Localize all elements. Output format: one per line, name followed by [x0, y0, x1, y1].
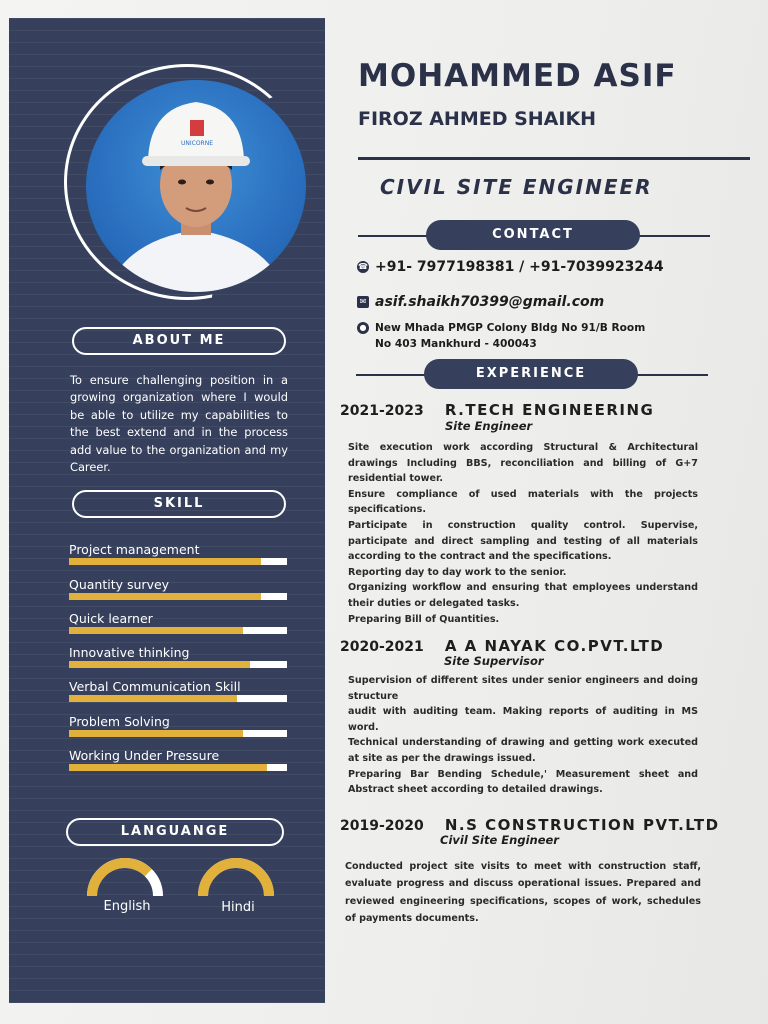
skill-bar-fill: [69, 661, 250, 668]
skill-bar-fill: [69, 558, 261, 565]
skill-bar-fill: [69, 627, 243, 634]
skill-item: [69, 678, 287, 702]
skill-bar-fill: [69, 695, 237, 702]
experience-company: N.S CONSTRUCTION PVT.LTD: [444, 816, 720, 834]
skill-bar: [69, 661, 287, 668]
experience-description-3: [345, 858, 701, 928]
skill-bar: [69, 764, 287, 771]
skill-item: [69, 644, 287, 668]
experience-years: 2020-2021: [340, 639, 424, 655]
skill-label: Quantity survey: [69, 577, 170, 592]
experience-line: Supervision of different sites under senior engineers and doing structure: [348, 675, 698, 702]
about-me-heading: ABOUT ME: [72, 327, 286, 355]
experience-heading: EXPERIENCE: [424, 359, 638, 389]
skill-label: Working Under Pressure: [69, 748, 220, 763]
skill-bar: [69, 627, 287, 634]
experience-description-1: [348, 440, 698, 627]
location-pin-icon: ●: [357, 322, 369, 334]
experience-years: 2021-2023: [340, 403, 424, 419]
experience-role: Site Supervisor: [444, 654, 544, 668]
experience-line: Reporting day to day work to the senior.: [348, 566, 567, 578]
contact-email: [357, 294, 604, 310]
skill-label: Problem Solving: [69, 714, 170, 729]
name-first-line: MOHAMMED ASIF: [358, 58, 677, 94]
contact-phone: [357, 259, 664, 275]
skill-heading: SKILL: [72, 490, 286, 518]
skill-bar-fill: [69, 593, 261, 600]
experience-company: R.TECH ENGINEERING: [444, 401, 655, 419]
language-english-label: English: [103, 899, 151, 914]
skill-label: Verbal Communication Skill: [69, 679, 241, 694]
skill-item: [69, 541, 287, 565]
experience-role: Site Engineer: [445, 419, 533, 433]
skill-bar: [69, 695, 287, 702]
language-hindi-label: Hindi: [221, 900, 255, 915]
experience-line: Organizing workflow and ensuring that employees understand their duties or delegated tasks.: [348, 582, 698, 609]
language-gauge-hindi: [197, 857, 275, 897]
email-text: asif.shaikh70399@gmail.com: [375, 294, 605, 310]
divider: [358, 157, 750, 160]
skill-item: [69, 576, 287, 600]
experience-entry-3-header: [340, 815, 720, 834]
helmet-logo: UNICORNE: [180, 140, 214, 147]
contact-address: [357, 320, 645, 352]
experience-line: Preparing Bar Bending Schedule,' Measurement sheet and Abstract sheet according to detailed drawings.: [348, 768, 698, 796]
skill-bar: [69, 558, 287, 565]
experience-description-2: [348, 673, 698, 798]
email-icon: ✉: [357, 296, 369, 308]
experience-years: 2019-2020: [340, 818, 424, 834]
phone-text: +91- 7977198381 / +91-7039923244: [375, 259, 664, 275]
skill-label: Innovative thinking: [69, 645, 190, 660]
person-illustration: [86, 80, 306, 292]
contact-heading: CONTACT: [426, 220, 640, 250]
experience-line: Conducted project site visits to meet with construction staff, evaluate progress and discuss operational issues. Prepared and reviewed engineering specifications, scopes of work, schedules of payments documents.: [345, 861, 701, 925]
skill-bar: [69, 593, 287, 600]
phone-icon: ☎: [358, 262, 368, 271]
address-line1: New Mhada PMGP Colony Bldg No 91/B Room: [375, 322, 646, 334]
experience-line: Participate in construction quality control. Supervise, participate and direct sampling and testing of all materials according to the contract and the specifications.: [348, 519, 698, 563]
language-gauge-english: [86, 857, 164, 897]
experience-entry-1-header: [340, 400, 654, 419]
experience-line: Ensure compliance of used materials with the projects specifications.: [348, 488, 698, 516]
skill-bar: [69, 730, 287, 737]
skill-item: [69, 747, 287, 771]
hindi-gauge-fill: [203, 863, 269, 896]
address-line2: No 403 Mankhurd - 400043: [375, 338, 537, 350]
experience-role: Civil Site Engineer: [440, 833, 559, 847]
skill-item: [69, 713, 287, 737]
experience-line: Preparing Bill of Quantities.: [348, 613, 500, 625]
experience-entry-2-header: [340, 636, 664, 655]
name-second-line: FIROZ AHMED SHAIKH: [358, 108, 597, 130]
about-me-text: To ensure challenging position in a growing organization where I would be able to utilize my capabilities to the best extend and in the process add value to the organization and my Career.: [70, 373, 288, 475]
english-gauge-fill: [92, 863, 148, 896]
skill-label: Quick learner: [69, 611, 153, 626]
language-heading: LANGUANGE: [66, 818, 284, 846]
experience-line: Technical understanding of drawing and getting work executed at site as per the drawings issued.: [348, 737, 698, 764]
experience-company: A A NAYAK CO.PVT.LTD: [444, 637, 665, 655]
skill-item: [69, 610, 287, 634]
skill-label: Project management: [69, 542, 200, 557]
experience-line: audit with auditing team. Making reports of auditing in MS word.: [348, 706, 698, 733]
profile-photo: [86, 80, 306, 292]
job-title: CIVIL SITE ENGINEER: [380, 175, 653, 199]
experience-line: Site execution work according Structural & Architectural drawings Including BBS, reconciliation and billing of G+7 residential tower.: [348, 442, 698, 485]
skill-bar-fill: [69, 730, 243, 737]
skill-bar-fill: [69, 764, 267, 771]
